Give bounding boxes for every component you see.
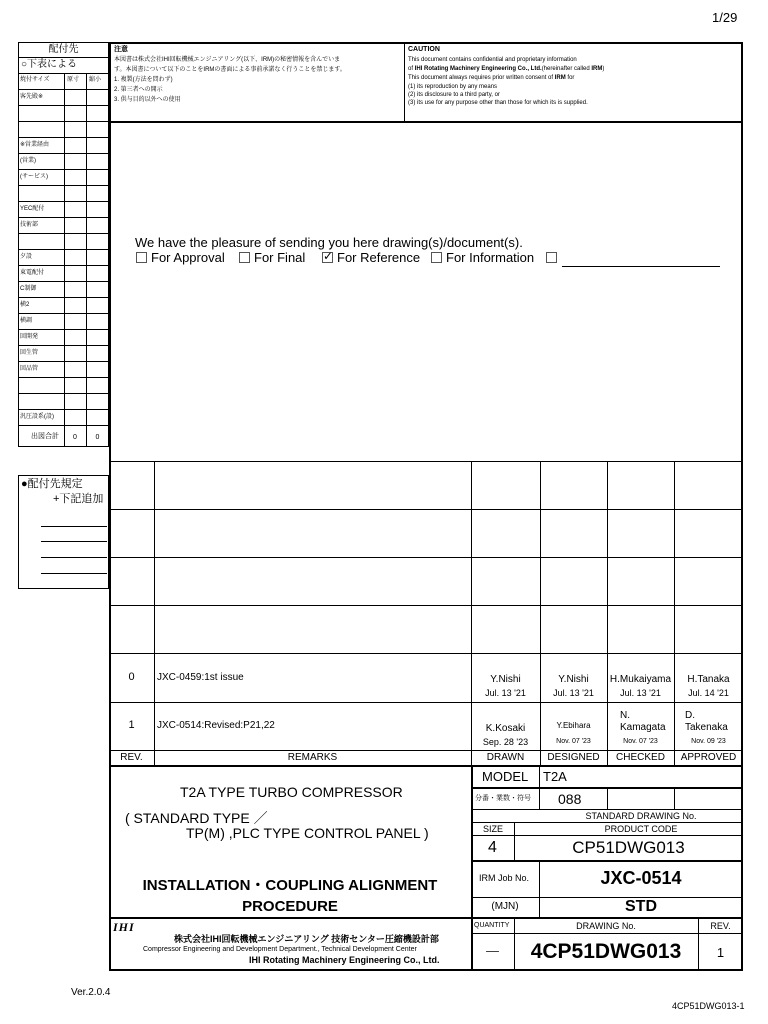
company-name-en: IHI Rotating Machinery Engineering Co., Ltd. — [249, 955, 440, 965]
tech-label: 技術部 — [20, 222, 39, 228]
drawn-name: Y.Nishi — [490, 674, 521, 685]
irm-job-value: JXC-0514 — [600, 868, 682, 888]
yu-label: 夕設 — [20, 254, 33, 260]
mjn-value: STD — [625, 898, 657, 915]
drawn-date: Sep. 28 '23 — [482, 737, 529, 747]
notice-item: 1. 複製(方法を問わず) — [114, 77, 173, 83]
distribution-subheader: ○下表による — [21, 59, 78, 70]
designed-date: Nov. 07 '23 — [556, 738, 591, 745]
product-code-label: PRODUCT CODE — [604, 824, 678, 834]
other-blank-line — [562, 266, 720, 267]
document-subtitle: ( STANDARD TYPE ／ — [125, 810, 268, 826]
option-label: For Final — [254, 250, 306, 265]
caution-text: This document always requires prior written consent of — [408, 75, 555, 81]
customer-label: 客先殿※ — [20, 94, 44, 100]
caution-irm: IRM — [591, 66, 603, 72]
drawing-no-value: 4CP51DWG013 — [530, 940, 682, 963]
distribution-rule-title: ●配付先規定 — [21, 478, 83, 490]
notice-line: 本図書は株式会社IHI回転機械エンジニアリング(以下、IRM)の秘密情報を含んでいま — [114, 57, 341, 63]
version-label: Ver.2.0.4 — [71, 987, 111, 998]
checked-name: H.Mukaiyama — [609, 674, 672, 685]
option-label: For Approval — [151, 250, 225, 265]
notice-line: す。本図書について以下のことをIRMの書面による事前承諾なく行うことを禁じます。 — [114, 67, 346, 73]
total-reduced: 0 — [95, 434, 100, 441]
caution-line — [408, 75, 574, 81]
model-value: T2A — [543, 769, 567, 784]
drawn-name: K.Kosaki — [485, 723, 526, 734]
document-procedure-title: INSTALLATION・COUPLING ALIGNMENT — [142, 877, 438, 894]
company-department-en: Compressor Engineering and Development Department., Technical Development Center — [143, 946, 417, 953]
rev-label: REV. — [710, 921, 731, 931]
approved-name: H.Tanaka — [687, 674, 730, 685]
caution-item: (3) its use for any purpose other than those for which its is supplied. — [408, 100, 588, 106]
caution-text: for — [565, 75, 575, 81]
notice-item: 3. 供与目的以外への使用 — [114, 97, 181, 103]
service-label: (サービス) — [20, 174, 48, 180]
caution-item: (2) its disclosure to a third party, or — [408, 92, 500, 98]
rev-remarks: JXC-0459:1st issue — [157, 672, 244, 683]
checkbox-final[interactable] — [239, 252, 250, 263]
quantity-value: － — [484, 943, 501, 962]
checkbox-approval[interactable] — [136, 252, 147, 263]
designed-date: Jul. 13 '21 — [553, 688, 594, 698]
notice-item: 2. 第三者への開示 — [114, 87, 163, 93]
transmittal-option-final[interactable] — [239, 251, 305, 264]
total-original: 0 — [73, 434, 77, 441]
rev-number: 0 — [128, 671, 135, 683]
sales-label: (営業) — [20, 158, 36, 164]
yokocho-label: 横調 — [20, 318, 33, 324]
transmittal-option-approval[interactable] — [136, 251, 225, 264]
press-label: 汎圧設系(設) — [20, 414, 54, 420]
caution-line: This document contains confidential and proprietary information — [408, 57, 577, 63]
c-control-label: C制御 — [20, 286, 37, 292]
footer-code: 4CP51DWG013-1 — [672, 1001, 745, 1011]
transmittal-option-reference[interactable] — [322, 251, 420, 264]
transmittal-option-information[interactable] — [431, 251, 534, 264]
caution-text: of — [408, 66, 415, 72]
caution-text: ) — [602, 66, 605, 72]
designed-name: Y.Ebihara — [556, 721, 591, 730]
transmittal-option-other[interactable] — [546, 251, 561, 264]
caution-item: (1) its reproduction by any means — [408, 84, 498, 90]
approved-name: D. — [685, 710, 695, 721]
ihi-logo: IHI — [113, 920, 135, 934]
checkbox-reference[interactable] — [322, 252, 333, 263]
drawn-header: DRAWN — [486, 752, 525, 763]
sales-route-label: ※営業経由 — [20, 142, 50, 148]
drawing-no-label: DRAWING No. — [576, 921, 636, 931]
toden-label: 東電配付 — [20, 270, 45, 276]
checked-header: CHECKED — [616, 752, 665, 763]
std-drawing-label: STANDARD DRAWING No. — [585, 811, 697, 821]
print-size-label: 焼付サイズ — [20, 77, 50, 83]
option-label: For Reference — [337, 250, 421, 265]
mjn-label: (MJN) — [491, 901, 519, 912]
kaihatsu-label: 回開発 — [20, 334, 39, 340]
size-value: 4 — [488, 839, 497, 856]
model-label: MODEL — [482, 769, 529, 784]
option-label: For Information — [446, 250, 535, 265]
document-subtitle: TP(M) ,PLC TYPE CONTROL PANEL ) — [186, 825, 429, 841]
page-number: 1/29 — [712, 10, 738, 25]
document-procedure-title: PROCEDURE — [242, 898, 338, 915]
caution-title: CAUTION — [408, 46, 440, 53]
transmittal-message: We have the pleasure of sending you here drawing(s)/document(s). — [135, 235, 523, 250]
designed-header: DESIGNED — [547, 752, 600, 763]
class-label: 分番・業数・符号 — [475, 795, 531, 802]
total-label: 出図合計 — [31, 433, 59, 440]
caution-irm: IRM — [554, 75, 566, 81]
checked-name: N. — [620, 710, 630, 721]
rev-header: REV. — [120, 752, 143, 763]
remarks-header: REMARKS — [287, 752, 338, 763]
kaihin-label: 回品管 — [20, 366, 39, 372]
quantity-label: QUANTITY — [474, 922, 510, 929]
class-value: 088 — [558, 791, 582, 807]
distribution-rule-add: +下記追加 — [53, 493, 104, 505]
reduced-size-label: 縮小 — [89, 77, 102, 83]
size-label: SIZE — [483, 824, 504, 834]
notice-title: 注意 — [114, 46, 128, 53]
designed-name: Y.Nishi — [558, 674, 589, 685]
rev-remarks: JXC-0514:Revised:P21,22 — [157, 720, 275, 731]
yoko2-label: 横2 — [20, 302, 30, 308]
approved-header: APPROVED — [680, 752, 737, 763]
irm-job-label: IRM Job No. — [479, 873, 530, 883]
checked-date: Jul. 13 '21 — [620, 688, 661, 698]
distribution-header: 配付先 — [48, 44, 79, 55]
approved-date: Jul. 14 '21 — [688, 688, 729, 698]
product-code-value: CP51DWG013 — [572, 838, 685, 857]
rev-value: 1 — [716, 945, 725, 960]
checked-date: Nov. 07 '23 — [623, 738, 658, 745]
kaisei-label: 回生管 — [20, 350, 39, 356]
company-name-jp: 株式会社IHI回転機械エンジニアリング 技術センター圧縮機設計部 — [174, 934, 439, 944]
yec-label: YEC配付 — [20, 206, 45, 212]
caution-text: (hereinafter called — [541, 66, 592, 72]
caution-line — [408, 66, 604, 72]
rev-number: 1 — [128, 719, 135, 731]
approved-date: Nov. 09 '23 — [691, 738, 726, 745]
checkbox-information[interactable] — [431, 252, 442, 263]
approved-name: Takenaka — [685, 722, 728, 733]
document-title: T2A TYPE TURBO COMPRESSOR — [180, 784, 403, 800]
checked-name: Kamagata — [620, 722, 666, 733]
original-size-label: 原寸 — [67, 77, 80, 83]
caution-company: IHI Rotating Machinery Engineering Co., Ltd. — [414, 66, 542, 72]
drawn-date: Jul. 13 '21 — [485, 688, 526, 698]
checkbox-other[interactable] — [546, 252, 557, 263]
